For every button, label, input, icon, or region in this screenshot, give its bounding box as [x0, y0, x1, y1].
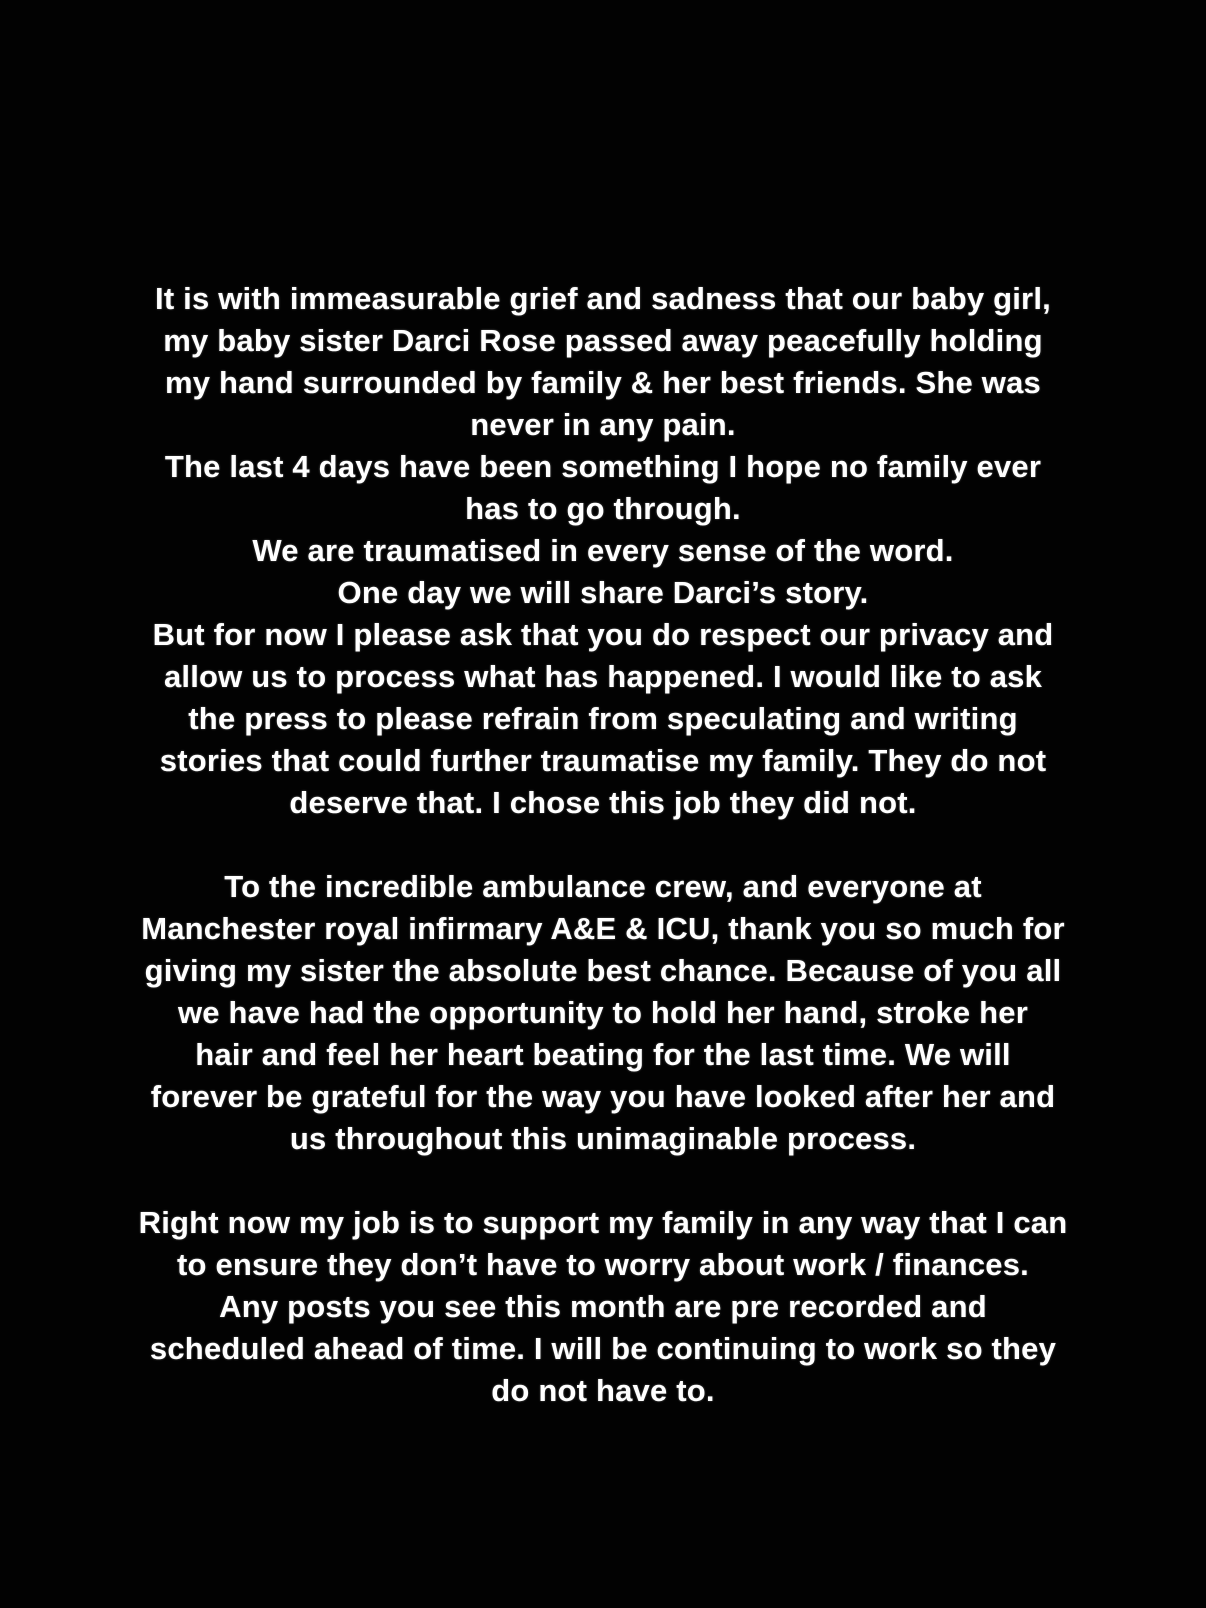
statement-line: my hand surrounded by family & her best friends. She was	[165, 365, 1041, 400]
statement-line: my baby sister Darci Rose passed away peacefully holding	[163, 323, 1043, 358]
statement-line: We are traumatised in every sense of the word.	[252, 533, 954, 568]
statement-line: do not have to.	[491, 1373, 715, 1408]
statement-line: To the incredible ambulance crew, and everyone at	[224, 869, 982, 904]
statement-line: It is with immeasurable grief and sadness that our baby girl,	[155, 281, 1051, 316]
statement-line: giving my sister the absolute best chance. Because of you all	[144, 953, 1062, 988]
statement-line: forever be grateful for the way you have looked after her and	[150, 1079, 1056, 1114]
statement-line: Manchester royal infirmary A&E & ICU, thank you so much for	[141, 911, 1065, 946]
statement-line: the press to please refrain from speculating and writing	[188, 701, 1018, 736]
statement-line-spacer	[48, 1160, 1158, 1202]
statement-line-spacer	[48, 824, 1158, 866]
statement-line: hair and feel her heart beating for the last time. We will	[195, 1037, 1011, 1072]
statement-line: Any posts you see this month are pre recorded and	[219, 1289, 987, 1324]
statement-line: One day we will share Darci’s story.	[337, 575, 869, 610]
statement-line: deserve that. I chose this job they did not.	[289, 785, 917, 820]
statement-line: to ensure they don’t have to worry about work / finances.	[177, 1247, 1029, 1282]
statement-line: stories that could further traumatise my family. They do not	[159, 743, 1047, 778]
statement-line: never in any pain.	[470, 407, 736, 442]
statement-line: But for now I please ask that you do respect our privacy and	[152, 617, 1054, 652]
statement-line: us throughout this unimaginable process.	[289, 1121, 917, 1156]
statement-text	[0, 278, 1206, 1412]
statement-line: we have had the opportunity to hold her hand, stroke her	[177, 995, 1028, 1030]
statement-line: allow us to process what has happened. I would like to ask	[163, 659, 1043, 694]
statement-line: has to go through.	[465, 491, 741, 526]
statement-line: scheduled ahead of time. I will be continuing to work so they	[149, 1331, 1057, 1366]
statement-line: Right now my job is to support my family in any way that I can	[138, 1205, 1068, 1240]
statement-line: The last 4 days have been something I hope no family ever	[164, 449, 1042, 484]
